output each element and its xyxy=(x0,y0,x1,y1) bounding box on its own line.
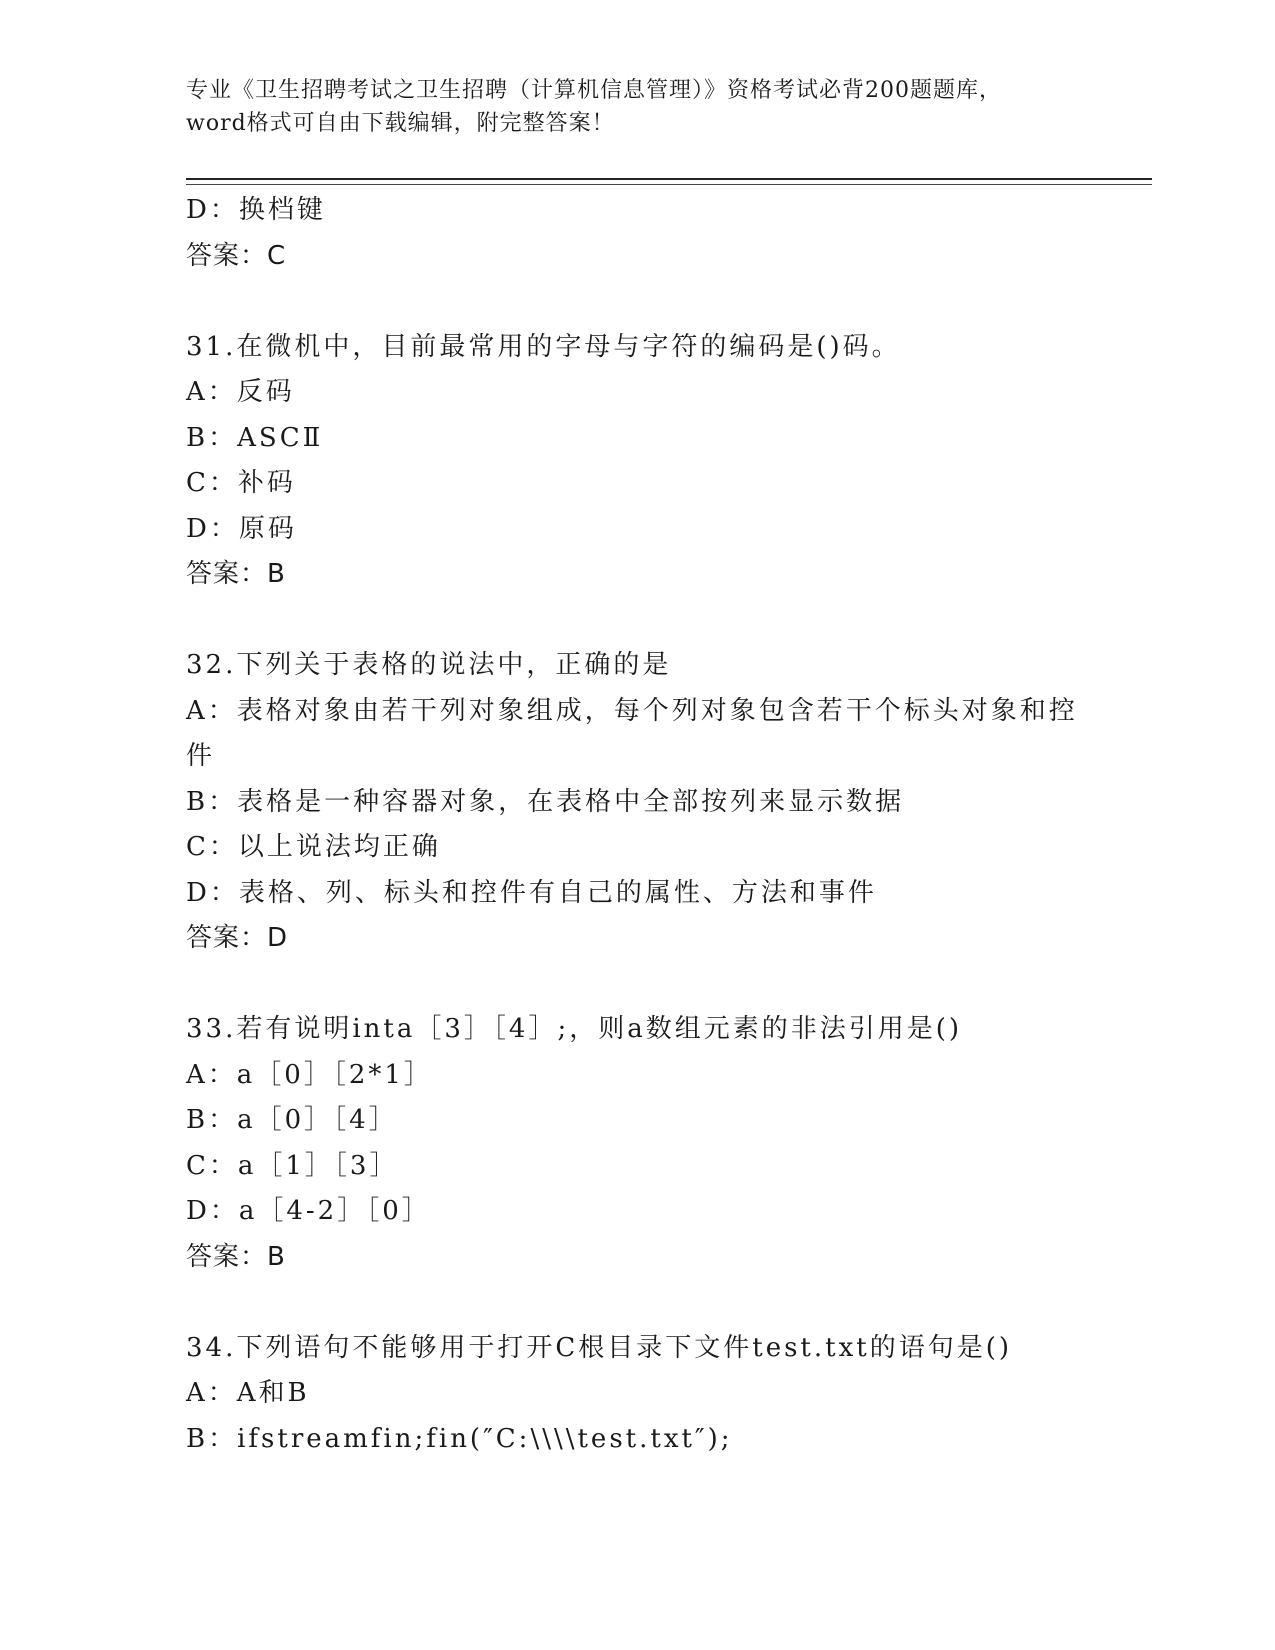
block-gap xyxy=(186,598,1086,644)
option-b: B：ASCⅡ xyxy=(186,422,324,453)
option-a: A：反码 xyxy=(186,377,295,407)
answer-line: 答案：B xyxy=(186,1241,286,1272)
option-c: C：以上说法均正确 xyxy=(186,832,441,862)
answer-line: 答案：C xyxy=(186,240,287,271)
option-c: C：a［1］［3］ xyxy=(186,1150,399,1181)
document-header xyxy=(186,74,1086,140)
question-text: 33.若有说明inta［3］［4］;，则a数组元素的非法引用是() xyxy=(186,1014,962,1044)
option-d: D：a［4-2］［0］ xyxy=(186,1196,431,1226)
option-b: B：a［0］［4］ xyxy=(186,1105,398,1135)
option-b: B：表格是一种容器对象，在表格中全部按列来显示数据 xyxy=(186,786,905,817)
header-line-2: word格式可自由下载编辑，附完整答案！ xyxy=(186,111,615,136)
option-a: A：a［0］［2*1］ xyxy=(186,1059,433,1090)
question-block-30-tail xyxy=(186,188,1086,279)
answer-line: 答案：D xyxy=(186,923,289,953)
answer-line: 答案：B xyxy=(186,559,286,589)
question-body xyxy=(186,188,1086,1462)
header-line-1: 专业《卫生招聘考试之卫生招聘（计算机信息管理）》资格考试必背200题题库， xyxy=(186,78,1002,103)
option-a-continuation: 件 xyxy=(186,741,216,771)
option-c: C：补码 xyxy=(186,468,296,498)
question-text: 32.下列关于表格的说法中，正确的是 xyxy=(186,650,672,680)
question-text: 31.在微机中，目前最常用的字母与字符的编码是()码。 xyxy=(186,331,901,362)
option-b: B：ifstreamfin;fin(″C:\\\\test.txt″); xyxy=(186,1423,733,1454)
option-a: A：A和B xyxy=(186,1378,310,1408)
question-block-33 xyxy=(186,1007,1086,1280)
block-gap xyxy=(186,1280,1086,1326)
question-text: 34.下列语句不能够用于打开C根目录下文件test.txt的语句是() xyxy=(186,1332,1012,1363)
option-d: D：换档键 xyxy=(186,195,326,225)
question-block-34 xyxy=(186,1326,1086,1463)
header-rule-thick xyxy=(186,178,1152,180)
option-a: A：表格对象由若干列对象组成，每个列对象包含若干个标头对象和控 xyxy=(186,695,1078,726)
block-gap xyxy=(186,279,1086,325)
option-d: D：表格、列、标头和控件有自己的属性、方法和事件 xyxy=(186,877,877,908)
block-gap xyxy=(186,962,1086,1008)
header-rule-thin xyxy=(186,184,1152,185)
option-d: D：原码 xyxy=(186,513,297,544)
question-block-31 xyxy=(186,325,1086,598)
question-block-32 xyxy=(186,643,1086,962)
